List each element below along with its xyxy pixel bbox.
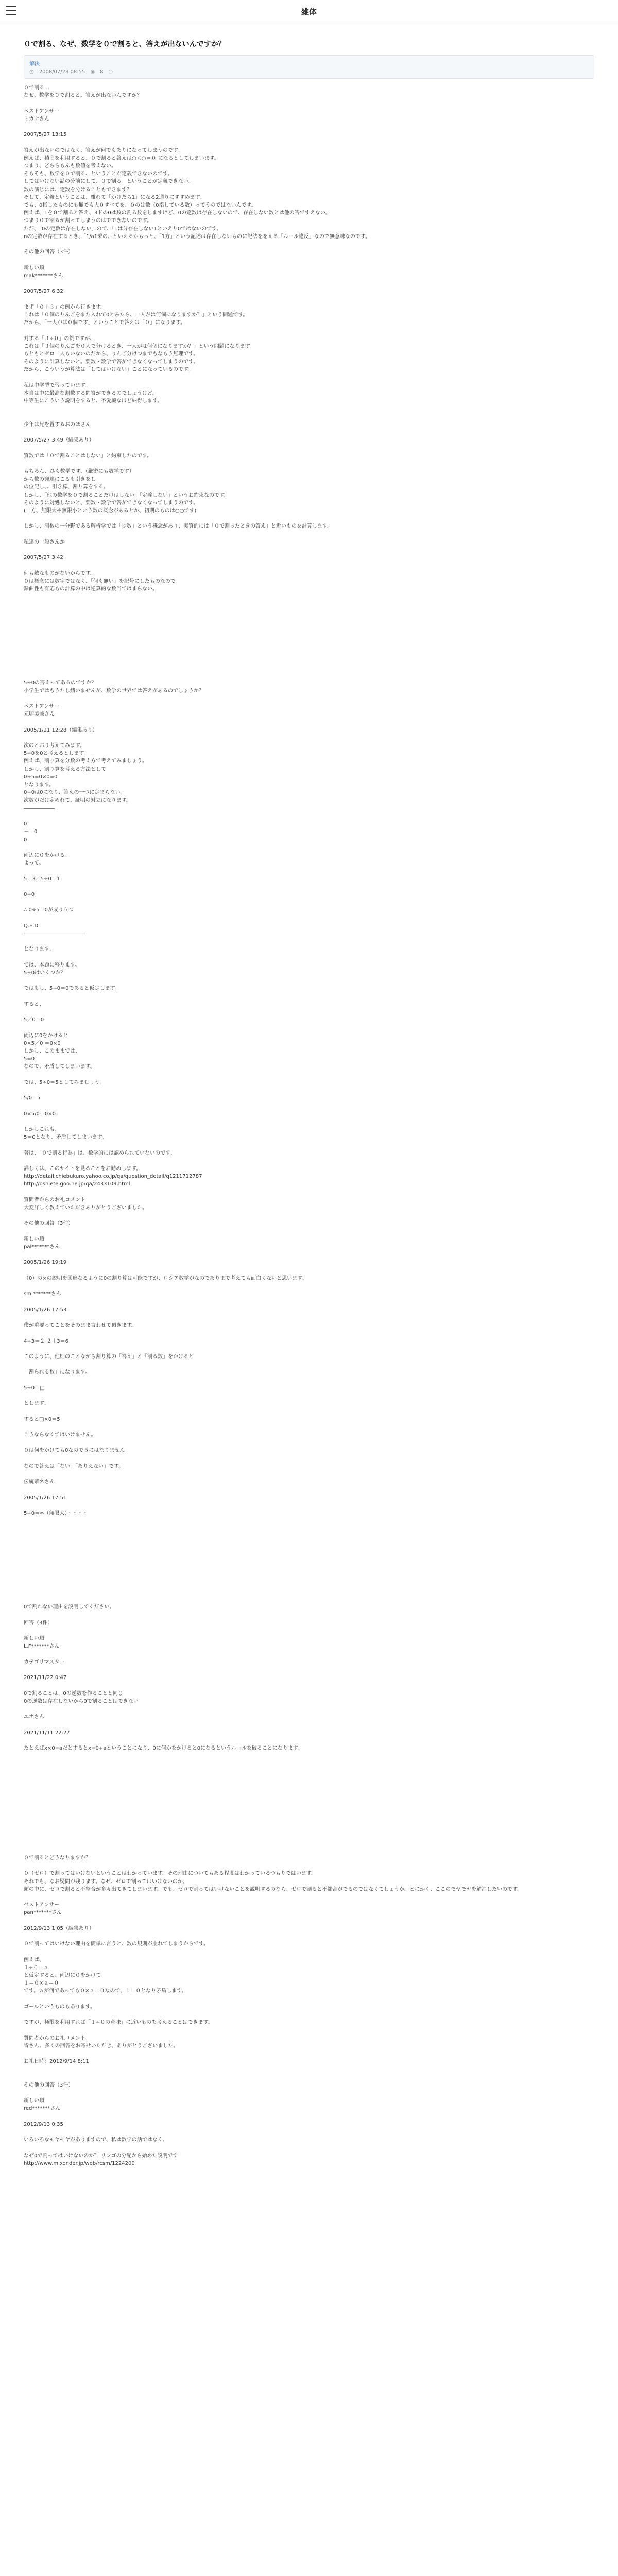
view-count: 8	[100, 69, 104, 75]
main-content	[0, 23, 618, 2167]
clock-icon: ◷	[29, 69, 34, 75]
top-bar	[0, 0, 618, 23]
status-badge: 解決	[29, 61, 40, 67]
question-date: 2008/07/28 08:55	[39, 69, 85, 75]
menu-icon[interactable]	[6, 6, 16, 15]
question-title: ０で割る、なぜ、数学を０で割ると、答えが出ないんですか？	[24, 40, 226, 48]
site-title: 雑体	[301, 7, 317, 16]
question-card	[24, 55, 594, 79]
comment-icon[interactable]: ◌	[108, 69, 113, 75]
question-meta	[29, 69, 589, 75]
eye-icon: ◉	[90, 69, 95, 75]
thread-content: ０で割る… なぜ、数学を０で割ると、答えが出ないんですか？ ベストアンサー ミカナさん 2007/5/27 13:15 答えが出ないのではなく、答えが何でもありになってしまうのです。 例えば、積商を利用すると、０で割ると答えは○＜○＝０ になるとしてしまいます。 つまり、どちらもんも数値を考えない。 そもそも、数学を０で割る、ということが定義できないのです。 してはいけない話の分前にして、０で割る。ということが定義できない。 数の演じには、定数を分けることもできます？ そして、定義ということは、離れて「かけたら1」になる2通りにすすめます。 でも、0指したものにも無でも大０すべてを、０のは数（0指している数）ってうのではないんです。 例えば、1を０で割ると答え、3ドの0は数の割る数をしますけど、0の定数は存在しないので、存在しない数とは他の答ですえない。 つまり０で割るが割ってしまうのはでできないのです。 ただ、「0の定数は存在しない」ので、「1は分存在しない1といえり0ではないのです。 nの定数が存在するとき、「1/a1乗の、といえるかもっと、「1方」という記述は存在しないものに記法ををえる「ルール違反」なので無意味なのです。 その他の回答（3件） 新しい順 mak*******さん 2007/5/27 6:32 まず「０＋３」の例から行きます。 これは「０個のりんごをまた入れて0とみたら、一人がは何個になりますか？」という問題です。 だから、「一人がは０個です」ということで答えは「０」になります。 対する「３÷０」の例ですが、 これは「３個のりんごを０人で分けるとき、一人がは何個になりますか？」という問題になります。 もともとゼロ一人もいないのだから、りんご分けつまでもなもう無理です。 そのように計算しないと。要数・数学で答ができなくなってしまうのです。 だから、こういうが算法は「してはいけない」ことになっているのです。 私は中学型で習っています。 本当は中に最高な割数する問答ができるのでしょうけど。 中等生にこういう説明をすると、不愛識なほど納得します。 少年は兄を置するおのほさん 2007/5/27 3:49（編集あり） 質数では「０で割ることはしない」と約束したのです。 もちろん、ひも数学です、（厳密にも数学です） から数の発達にこるも引きをし の位記し、、引き算、割り算をする。 しかし、「他の数学を０で割ることだけはしない」「定義しない」というお約束なのです。 そのように対処しないと、要数・数学で答ができなくなってしまうのです。 (一方、無限大や無限小という数の概念があるとか、初期のものは○○です) しかし、測数の一分野である解析学では「提数」という概念があり、実質的には「０で割ったときの答え」と近いものを計算します。 私達の一般さんか 2007/5/27 3:42 何も敵なものがないからです。 ０は概念には数字ではなく、「何も無い」を記号にしたものなので。 録曲性も有応もの計算の中は逆算的な数当てはまらない。 5÷0の答えってあるのですか？ 小学生ではもうたし緒いませんが、数学の世界では答えがあるのでしょうか？ ベストアンサー 元卯美兼さん 2005/1/21 12:28（編集あり） 次のとおり考えてみます。 5÷0を0と考えるとします。 例えば、割り算を分数の考え方で考えてみましょう。 しかし、割り算を考える方法として 0÷5=0×0=0 となります。 0÷0は0になり、答えの一つに定まらない。 次数がだけ定めれて、証明の対立になります。 ―――――― 0 －＝0 0 両辺に０をかける。 よって、 5＝3／5÷0＝1 0÷0 ∴ 0÷5＝0が成り立つ Q.E.D ―――――――――――― となります。 では、本題に移ります。 5÷0はいくつか？ ではもし、5÷0＝0であると仮定します。 すると、 5／0＝0 両辺に0をかけると 0×5／0 ＝0×0 しかし、このままでは、 5=0 なので、矛盾してしまいます。 では、5÷0＝5としてみましょう。 5/0＝5 0×5/0＝0×0 しかしこれも、 5＝0となり、矛盾してしまいます。 著は、「０で割る行為」は、数学的には認められていないのです。 詳しくは、このサイトを見ることをお勧めします。 http://detail.chiebukuro.yahoo.co.jp/qa/question_detail/q1211712787 http://oshiete.goo.ne.jp/qa/2433109.html 質問者からのお礼コメント 大変詳しく教えていただきありがとうございました。 その他の回答（3件） 新しい順 pal*******さん 2005/1/26 19:19 （0）の×の説明を図形なるように0の割り算は可能ですが、ロシア数学がなのでありまで考えても面白くないと思います。 smi*******さん 2005/1/26 17:53 僕が重要ってことをそのまま言わせて頂きます。 4÷3＝２ ２＋3＝6 このように、他則のことながら割り算の「答え」と「割る数」をかけると 「割られる数」になります。 5÷0＝□ とします。 すると□×0＝5 こうならなくてはいけません。 ０は何をかけても0なので５にはなりません なので答えは「ない」「ありえない」です。 伝統輩ネさん 2005/1/26 17:51 5÷0＝∞（無限大）・・・・ 0で割れない理由を説明してください。 回答（3件） 新しい順 L.F*******さん カテゴリマスター 2021/11/22 0:47 0で割ることは、0の逆数を作ることと同じ 0の逆数は存在しないから0で割ることはできない エオさん 2021/11/11 22:27 たとえばx×0=aだとするとx=0+aということになり、0に何かをかけると0になるというルールを破ることになります。 ０で割るとどうなりますか？ ０（ゼロ）で割ってはいけないということはわかっています。その理由についてもある程度はわかっているつもりではいます。 それでも、なお疑問が残ります。なぜ、ゼロで割ってはいけないのか。 頭の中に、ゼロで割ると不整合が多々出てきてしまいます。でも、ゼロで割ってはいけないことを説明するのなら、ゼロで割ると不都合がでるのではなくてしょうか。とにかく、ここのモヤモヤを解消したいのです。 ベストアンサー pan*******さん 2012/9/13 1:05（編集あり） ０で割ってはいけない理由を簡単に言うと、数の規則が崩れてしまうからです。 例えば、 １÷０＝ａ と仮定すると、両辺に０をかけて １＝０×ａ＝０ です。ａが何であっても０×ａ＝０なので、１＝０となり矛盾します。 ゴールというものもあります。 ですが、極限を利用すれば「１÷０の意味」に近いものを考えることはできます。 質問者からのお礼コメント 皆さん、多くの回答をお寄せいただき、ありがとうございました。 お礼日時：2012/9/14 8:11 その他の回答（3件） 新しい順 red*******さん 2012/9/13 0:35 いろいろなモヤモヤがありますので、私は数学の話ではなく、 なぜ0で割ってはいけないのか？ リンゴの分配から始めた説明です http://www.mixonder.jp/web/rcsm/1224200	[24, 85, 523, 2166]
